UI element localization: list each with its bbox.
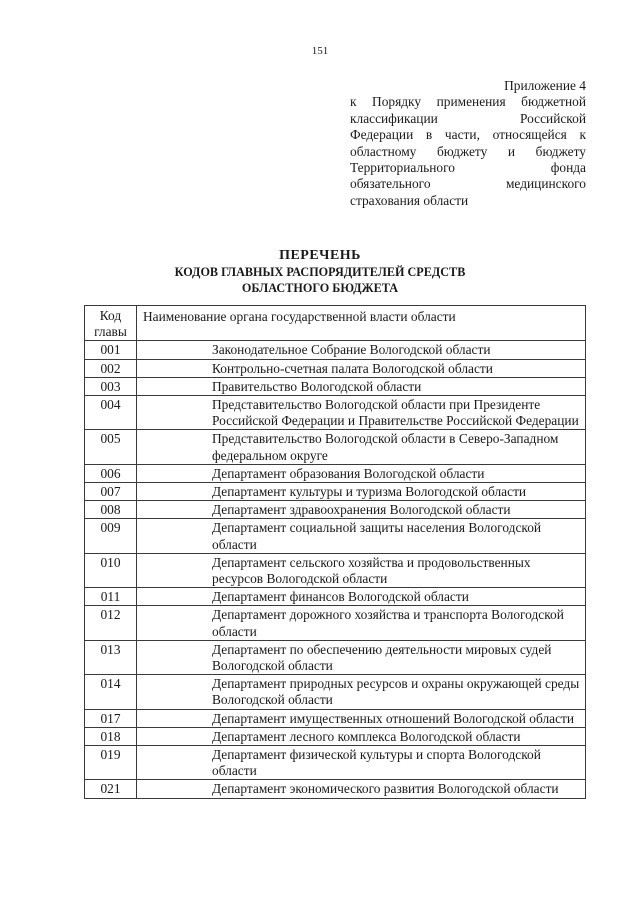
row-code: 010 xyxy=(85,553,137,587)
table-row xyxy=(85,553,586,587)
page-number: 151 xyxy=(311,45,329,57)
appendix-line: Территориального фонда xyxy=(350,160,586,176)
table-row xyxy=(85,640,586,674)
row-name: Законодательное Собрание Вологодской области xyxy=(137,341,586,359)
row-name: Департамент образования Вологодской области xyxy=(137,464,586,482)
row-code: 003 xyxy=(85,377,137,395)
row-code: 005 xyxy=(85,430,137,464)
row-code: 017 xyxy=(85,709,137,727)
table-row xyxy=(85,519,586,553)
table-row xyxy=(85,709,586,727)
row-name: Департамент природных ресурсов и охраны окружающей среды Вологодской области xyxy=(137,675,586,709)
row-code: 002 xyxy=(85,359,137,377)
table-row xyxy=(85,675,586,709)
table-row xyxy=(85,727,586,745)
row-name: Департамент физической культуры и спорта Вологодской области xyxy=(137,746,586,780)
row-name: Правительство Вологодской области xyxy=(137,377,586,395)
table-row xyxy=(85,780,586,798)
appendix-line: Федерации в части, относящейся к xyxy=(350,127,586,143)
codes-table xyxy=(84,305,586,799)
row-name: Департамент экономического развития Вологодской области xyxy=(137,780,586,798)
row-name: Департамент имущественных отношений Вологодской области xyxy=(137,709,586,727)
row-code: 013 xyxy=(85,640,137,674)
row-code: 012 xyxy=(85,606,137,640)
table-row xyxy=(85,746,586,780)
appendix-line: к Порядку применения бюджетной xyxy=(350,94,586,110)
table-row xyxy=(85,396,586,430)
row-name: Департамент финансов Вологодской области xyxy=(137,588,586,606)
row-code: 019 xyxy=(85,746,137,780)
row-code: 007 xyxy=(85,483,137,501)
row-name: Департамент сельского хозяйства и продовольственных ресурсов Вологодской области xyxy=(137,553,586,587)
table-row xyxy=(85,464,586,482)
table-row xyxy=(85,588,586,606)
header-code-text: Код xyxy=(99,308,122,323)
table-row xyxy=(85,501,586,519)
table-header-row xyxy=(85,306,586,341)
row-name: Департамент социальной защиты населения Вологодской области xyxy=(137,519,586,553)
row-name: Департамент дорожного хозяйства и транспорта Вологодской области xyxy=(137,606,586,640)
row-name: Департамент лесного комплекса Вологодской области xyxy=(137,727,586,745)
name-column-header: Наименование органа государственной власти области xyxy=(137,306,586,341)
row-code: 009 xyxy=(85,519,137,553)
table-row xyxy=(85,606,586,640)
row-code: 006 xyxy=(85,464,137,482)
table-row xyxy=(85,359,586,377)
row-name: Представительство Вологодской области в Северо-Западном федеральном округе xyxy=(137,430,586,464)
row-name: Контрольно-счетная палата Вологодской области xyxy=(137,359,586,377)
row-name: Представительство Вологодской области при Президенте Российской Федерации и Правительстве Российской Федерации xyxy=(137,396,586,430)
table-row xyxy=(85,483,586,501)
row-name: Департамент здравоохранения Вологодской области xyxy=(137,501,586,519)
appendix-note xyxy=(350,78,586,209)
table-row xyxy=(85,377,586,395)
document-subtitle: КОДОВ ГЛАВНЫХ РАСПОРЯДИТЕЛЕЙ СРЕДСТВ xyxy=(174,265,466,279)
appendix-line: обязательного медицинского xyxy=(350,176,586,192)
table-row xyxy=(85,430,586,464)
code-column-header xyxy=(85,306,137,341)
header-code-text: главы xyxy=(94,324,127,340)
appendix-line: классификации Российской xyxy=(350,110,586,126)
document-subtitle: ОБЛАСТНОГО БЮДЖЕТА xyxy=(241,281,399,295)
appendix-line: областному бюджету и бюджету xyxy=(350,143,586,159)
row-code: 014 xyxy=(85,675,137,709)
row-code: 001 xyxy=(85,341,137,359)
appendix-line: страхования области xyxy=(350,192,469,208)
row-name: Департамент культуры и туризма Вологодской области xyxy=(137,483,586,501)
row-name: Департамент по обеспечению деятельности мировых судей Вологодской области xyxy=(137,640,586,674)
row-code: 011 xyxy=(85,588,137,606)
appendix-line: Приложение 4 xyxy=(504,78,586,93)
row-code: 018 xyxy=(85,727,137,745)
document-title: ПЕРЕЧЕНЬ xyxy=(279,248,361,263)
table-row xyxy=(85,341,586,359)
row-code: 008 xyxy=(85,501,137,519)
row-code: 004 xyxy=(85,396,137,430)
row-code: 021 xyxy=(85,780,137,798)
